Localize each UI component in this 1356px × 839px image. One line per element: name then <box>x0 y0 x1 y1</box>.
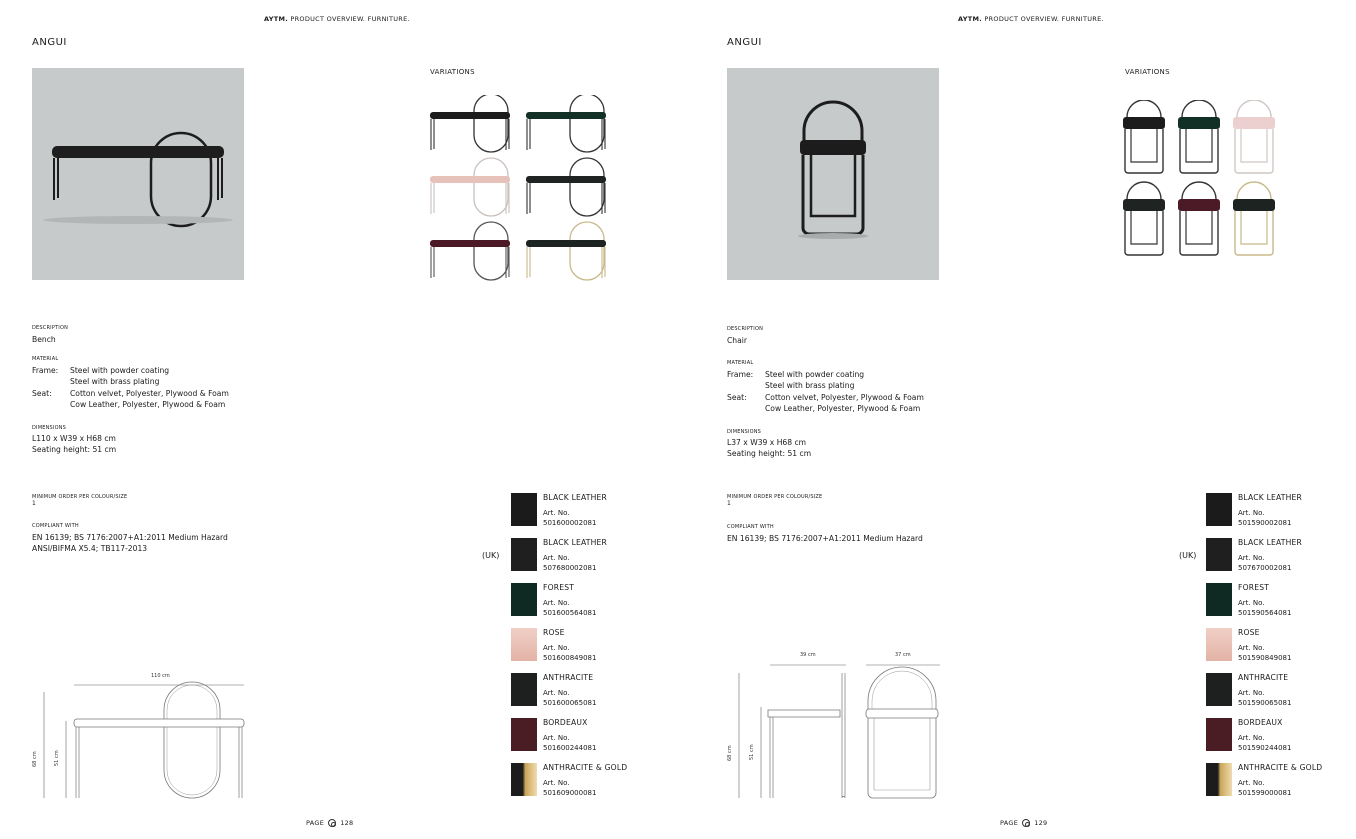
swatch-item <box>1206 718 1346 758</box>
min-order-label: MINIMUM ORDER PER COLOUR/SIZE <box>32 494 128 500</box>
color-swatch <box>1206 493 1232 526</box>
page-header: AYTM. PRODUCT OVERVIEW. FURNITURE. <box>264 15 410 23</box>
swatch-name: BLACK LEATHER <box>1238 493 1303 502</box>
bench-variation-item <box>526 222 606 280</box>
swatch-item <box>1206 538 1346 578</box>
uk-label: (UK) <box>1179 551 1197 560</box>
color-swatch <box>511 493 537 526</box>
description-label: DESCRIPTION <box>32 325 69 331</box>
material-row: Cow Leather, Polyester, Plywood & Foam <box>70 399 226 409</box>
swatch-name: ANTHRACITE & GOLD <box>1238 763 1323 772</box>
min-order-label: MINIMUM ORDER PER COLOUR/SIZE <box>727 494 823 500</box>
drawing-width-label: 37 cm <box>895 652 911 658</box>
color-swatch <box>511 583 537 616</box>
min-order-value: 1 <box>727 500 731 507</box>
drawing-height-label: 68 cm <box>32 751 38 767</box>
material-row: Seat: Cotton velvet, Polyester, Plywood & Foam <box>727 392 924 402</box>
color-swatch <box>1206 763 1232 796</box>
page-header: AYTM. PRODUCT OVERVIEW. FURNITURE. <box>958 15 1104 23</box>
dimensions-label: DIMENSIONS <box>32 425 67 431</box>
swatch-item <box>511 583 651 623</box>
chair-variation-item <box>1233 100 1275 173</box>
swatch-name: FOREST <box>543 583 575 592</box>
swatch-item <box>1206 583 1346 623</box>
compliant-value: EN 16139; BS 7176:2007+A1:2011 Medium Hazard <box>727 534 923 543</box>
bench-technical-drawing <box>26 665 252 805</box>
compliant-value: EN 16139; BS 7176:2007+A1:2011 Medium Hazard ANSI/BIFMA X5.4; TB117-2013 <box>32 533 228 554</box>
swatch-art-no: Art. No. 501600849081 <box>543 644 597 662</box>
swatch-name: BORDEAUX <box>1238 718 1283 727</box>
swatch-name: BLACK LEATHER <box>543 493 608 502</box>
swatch-item <box>511 763 651 803</box>
dimensions-value: L37 x W39 x H68 cm Seating height: 51 cm <box>727 438 812 459</box>
swatch-art-no: Art. No. 501600065081 <box>543 689 597 707</box>
swatch-list <box>511 493 661 803</box>
color-swatch <box>1206 718 1232 751</box>
drawing-seat-label: 51 cm <box>54 750 60 766</box>
swatch-art-no: Art. No. 501590849081 <box>1238 644 1292 662</box>
swatch-art-no: Art. No. 501609000081 <box>543 779 597 797</box>
bench-variation-item <box>526 158 606 216</box>
page-footer: PAGE 128 <box>306 819 354 827</box>
variations-label: VARIATIONS <box>430 68 475 76</box>
min-order-value: 1 <box>32 500 36 507</box>
color-swatch <box>511 628 537 661</box>
compliant-label: COMPLIANT WITH <box>32 523 79 529</box>
material-row: Seat: Cotton velvet, Polyester, Plywood & Foam <box>32 388 229 398</box>
swatch-name: BLACK LEATHER <box>543 538 608 547</box>
chair-technical-drawing <box>722 645 948 805</box>
swatch-art-no: Art. No. 501599000081 <box>1238 779 1292 797</box>
description-value: Chair <box>727 336 748 345</box>
swatch-list <box>1206 493 1356 803</box>
bench-variation-item <box>430 95 510 152</box>
drawing-width-label: 110 cm <box>151 673 170 679</box>
bench-photo-illustration <box>32 68 244 280</box>
dimensions-label: DIMENSIONS <box>727 429 762 435</box>
swatch-item <box>1206 493 1346 533</box>
swatch-art-no: Art. No. 501600564081 <box>543 599 597 617</box>
material-row: Steel with brass plating <box>70 377 160 387</box>
material-label: MATERIAL <box>727 360 754 366</box>
swatch-item <box>511 538 651 578</box>
swatch-name: ANTHRACITE <box>1238 673 1289 682</box>
color-swatch <box>511 538 537 571</box>
bench-photo <box>32 68 244 280</box>
material-row: Steel with brass plating <box>765 381 855 391</box>
bench-variation-item <box>526 95 606 152</box>
material-label: MATERIAL <box>32 356 59 362</box>
swatch-item <box>511 718 651 758</box>
color-swatch <box>511 763 537 796</box>
color-swatch <box>1206 673 1232 706</box>
bench-variation-item <box>430 158 510 216</box>
variations-label: VARIATIONS <box>1125 68 1170 76</box>
swatch-art-no: Art. No. 501590065081 <box>1238 689 1292 707</box>
color-swatch <box>511 718 537 751</box>
swatch-item <box>511 493 651 533</box>
page-footer: PAGE 129 <box>1000 819 1048 827</box>
bench-variations-grid <box>428 95 614 285</box>
swatch-item <box>511 628 651 668</box>
swatch-name: FOREST <box>1238 583 1270 592</box>
chair-variation-item <box>1178 182 1220 255</box>
chair-photo <box>727 68 939 280</box>
drawing-seat-label: 51 cm <box>749 744 755 760</box>
material-table <box>32 365 229 410</box>
product-title: ANGUI <box>727 37 762 48</box>
swatch-name: BORDEAUX <box>543 718 588 727</box>
swatch-art-no: Art. No. 501590564081 <box>1238 599 1292 617</box>
chair-variation-item <box>1233 182 1275 255</box>
description-value: Bench <box>32 335 56 344</box>
color-swatch <box>511 673 537 706</box>
description-label: DESCRIPTION <box>727 326 764 332</box>
swatch-art-no: Art. No. 501600244081 <box>543 734 597 752</box>
swatch-name: ANTHRACITE <box>543 673 594 682</box>
material-row: Frame: Steel with powder coating <box>727 370 865 379</box>
color-swatch <box>1206 583 1232 616</box>
material-row: Frame: Steel with powder coating <box>32 366 170 375</box>
chair-photo-illustration <box>727 68 939 280</box>
swatch-art-no: Art. No. 501590244081 <box>1238 734 1292 752</box>
material-table <box>727 369 924 414</box>
drawing-depth-label: 39 cm <box>800 652 816 658</box>
uk-label: (UK) <box>482 551 500 560</box>
material-row: Cow Leather, Polyester, Plywood & Foam <box>765 403 921 413</box>
chair-variations-grid <box>1122 100 1278 262</box>
page-number: 128 <box>340 819 354 827</box>
swatch-art-no: Art. No. 501590002081 <box>1238 509 1292 527</box>
swatch-name: ANTHRACITE & GOLD <box>543 763 628 772</box>
color-swatch <box>1206 538 1232 571</box>
chair-variation-item <box>1178 100 1220 173</box>
swatch-art-no: Art. No. 501600002081 <box>543 509 597 527</box>
dimensions-value: L110 x W39 x H68 cm Seating height: 51 cm <box>32 434 117 455</box>
page-number: 129 <box>1034 819 1048 827</box>
swatch-item <box>511 673 651 713</box>
swatch-item <box>1206 673 1346 713</box>
compliant-label: COMPLIANT WITH <box>727 524 774 530</box>
product-title: ANGUI <box>32 37 67 48</box>
drawing-height-label: 68 cm <box>727 745 733 761</box>
swatch-art-no: Art. No. 507670002081 <box>1238 554 1292 572</box>
brand-logo-icon <box>1022 819 1030 827</box>
brand-logo-icon <box>328 819 336 827</box>
swatch-item <box>1206 763 1346 803</box>
chair-variation-item <box>1123 100 1165 173</box>
chair-variation-item <box>1123 182 1165 255</box>
swatch-name: BLACK LEATHER <box>1238 538 1303 547</box>
swatch-art-no: Art. No. 507680002081 <box>543 554 597 572</box>
swatch-item <box>1206 628 1346 668</box>
swatch-name: ROSE <box>543 628 565 637</box>
bench-variation-item <box>430 222 510 280</box>
swatch-name: ROSE <box>1238 628 1260 637</box>
page-right <box>678 0 1356 839</box>
color-swatch <box>1206 628 1232 661</box>
